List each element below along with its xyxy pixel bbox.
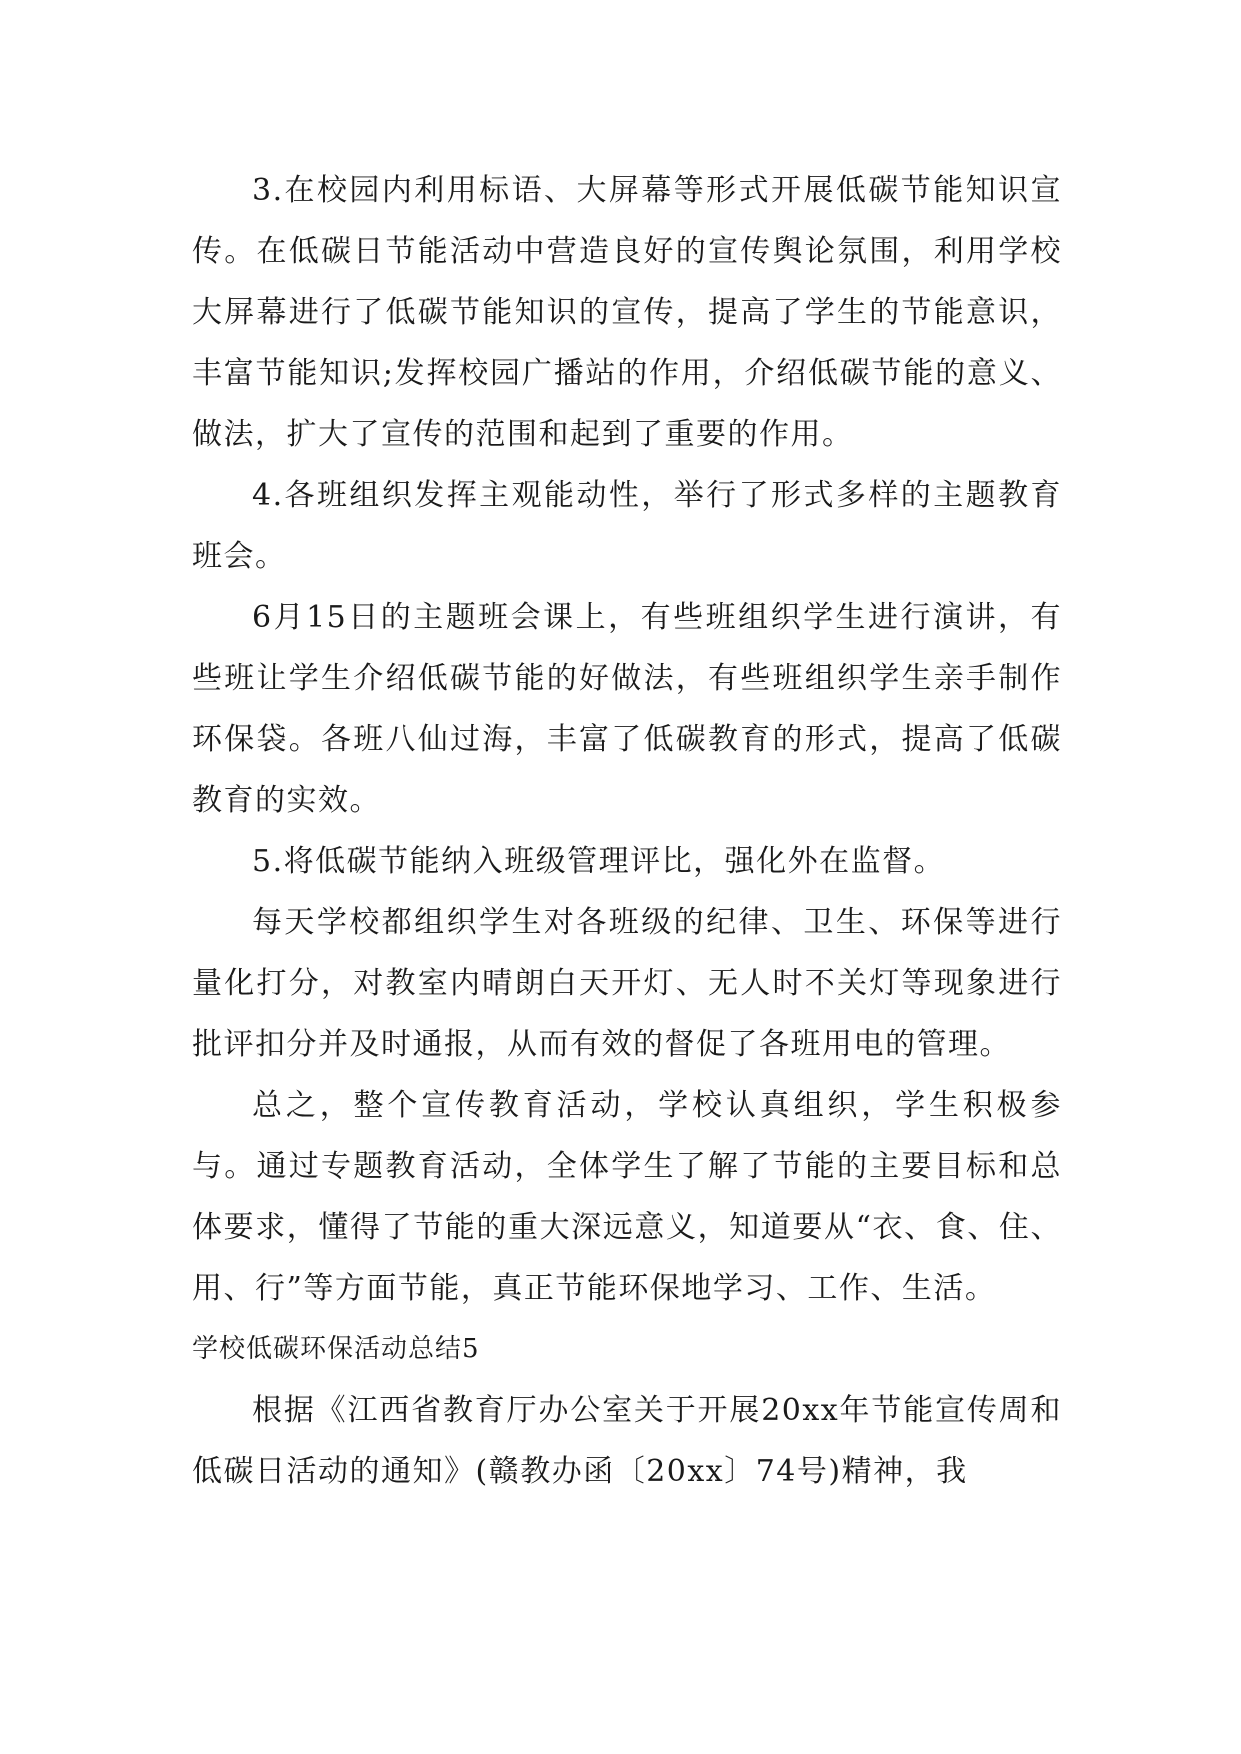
paragraph-publicity: 3.在校园内利用标语、大屏幕等形式开展低碳节能知识宣传。在低碳日节能活动中营造良好的宣传舆论氛围，利用学校大屏幕进行了低碳节能知识的宣传，提高了学生的节能意识，丰富节能知识;发挥校园广播站的作用，介绍低碳节能的意义、做法，扩大了宣传的范围和起到了重要的作用。	[192, 173, 1062, 452]
paragraph-june-15: 6月15日的主题班会课上，有些班组织学生进行演讲，有些班让学生介绍低碳节能的好做法，有些班组织学生亲手制作环保袋。各班八仙过海，丰富了低碳教育的形式，提高了低碳教育的实效。	[192, 600, 1062, 818]
paragraph-class-evaluation: 5.将低碳节能纳入班级管理评比，强化外在监督。	[252, 844, 946, 879]
paragraph-daily-scoring: 每天学校都组织学生对各班级的纪律、卫生、环保等进行量化打分，对教室内晴朗白天开灯、无人时不关灯等现象进行批评扣分并及时通报，从而有效的督促了各班用电的管理。	[192, 905, 1062, 1062]
paragraph-notice-reference: 根据《江西省教育厅办公室关于开展20xx年节能宣传周和低碳日活动的通知》(赣教办函〔20xx〕74号)精神，我	[192, 1393, 1062, 1489]
section-heading: 学校低碳环保活动总结5	[192, 1334, 480, 1364]
document-body	[192, 160, 1062, 1502]
paragraph-summary: 总之，整个宣传教育活动，学校认真组织，学生积极参与。通过专题教育活动，全体学生了解了节能的主要目标和总体要求，懂得了节能的重大深远意义，知道要从“衣、食、住、用、行”等方面节能，真正节能环保地学习、工作、生活。	[192, 1088, 1062, 1306]
paragraph-class-meetings: 4.各班组织发挥主观能动性，举行了形式多样的主题教育班会。	[192, 478, 1062, 574]
